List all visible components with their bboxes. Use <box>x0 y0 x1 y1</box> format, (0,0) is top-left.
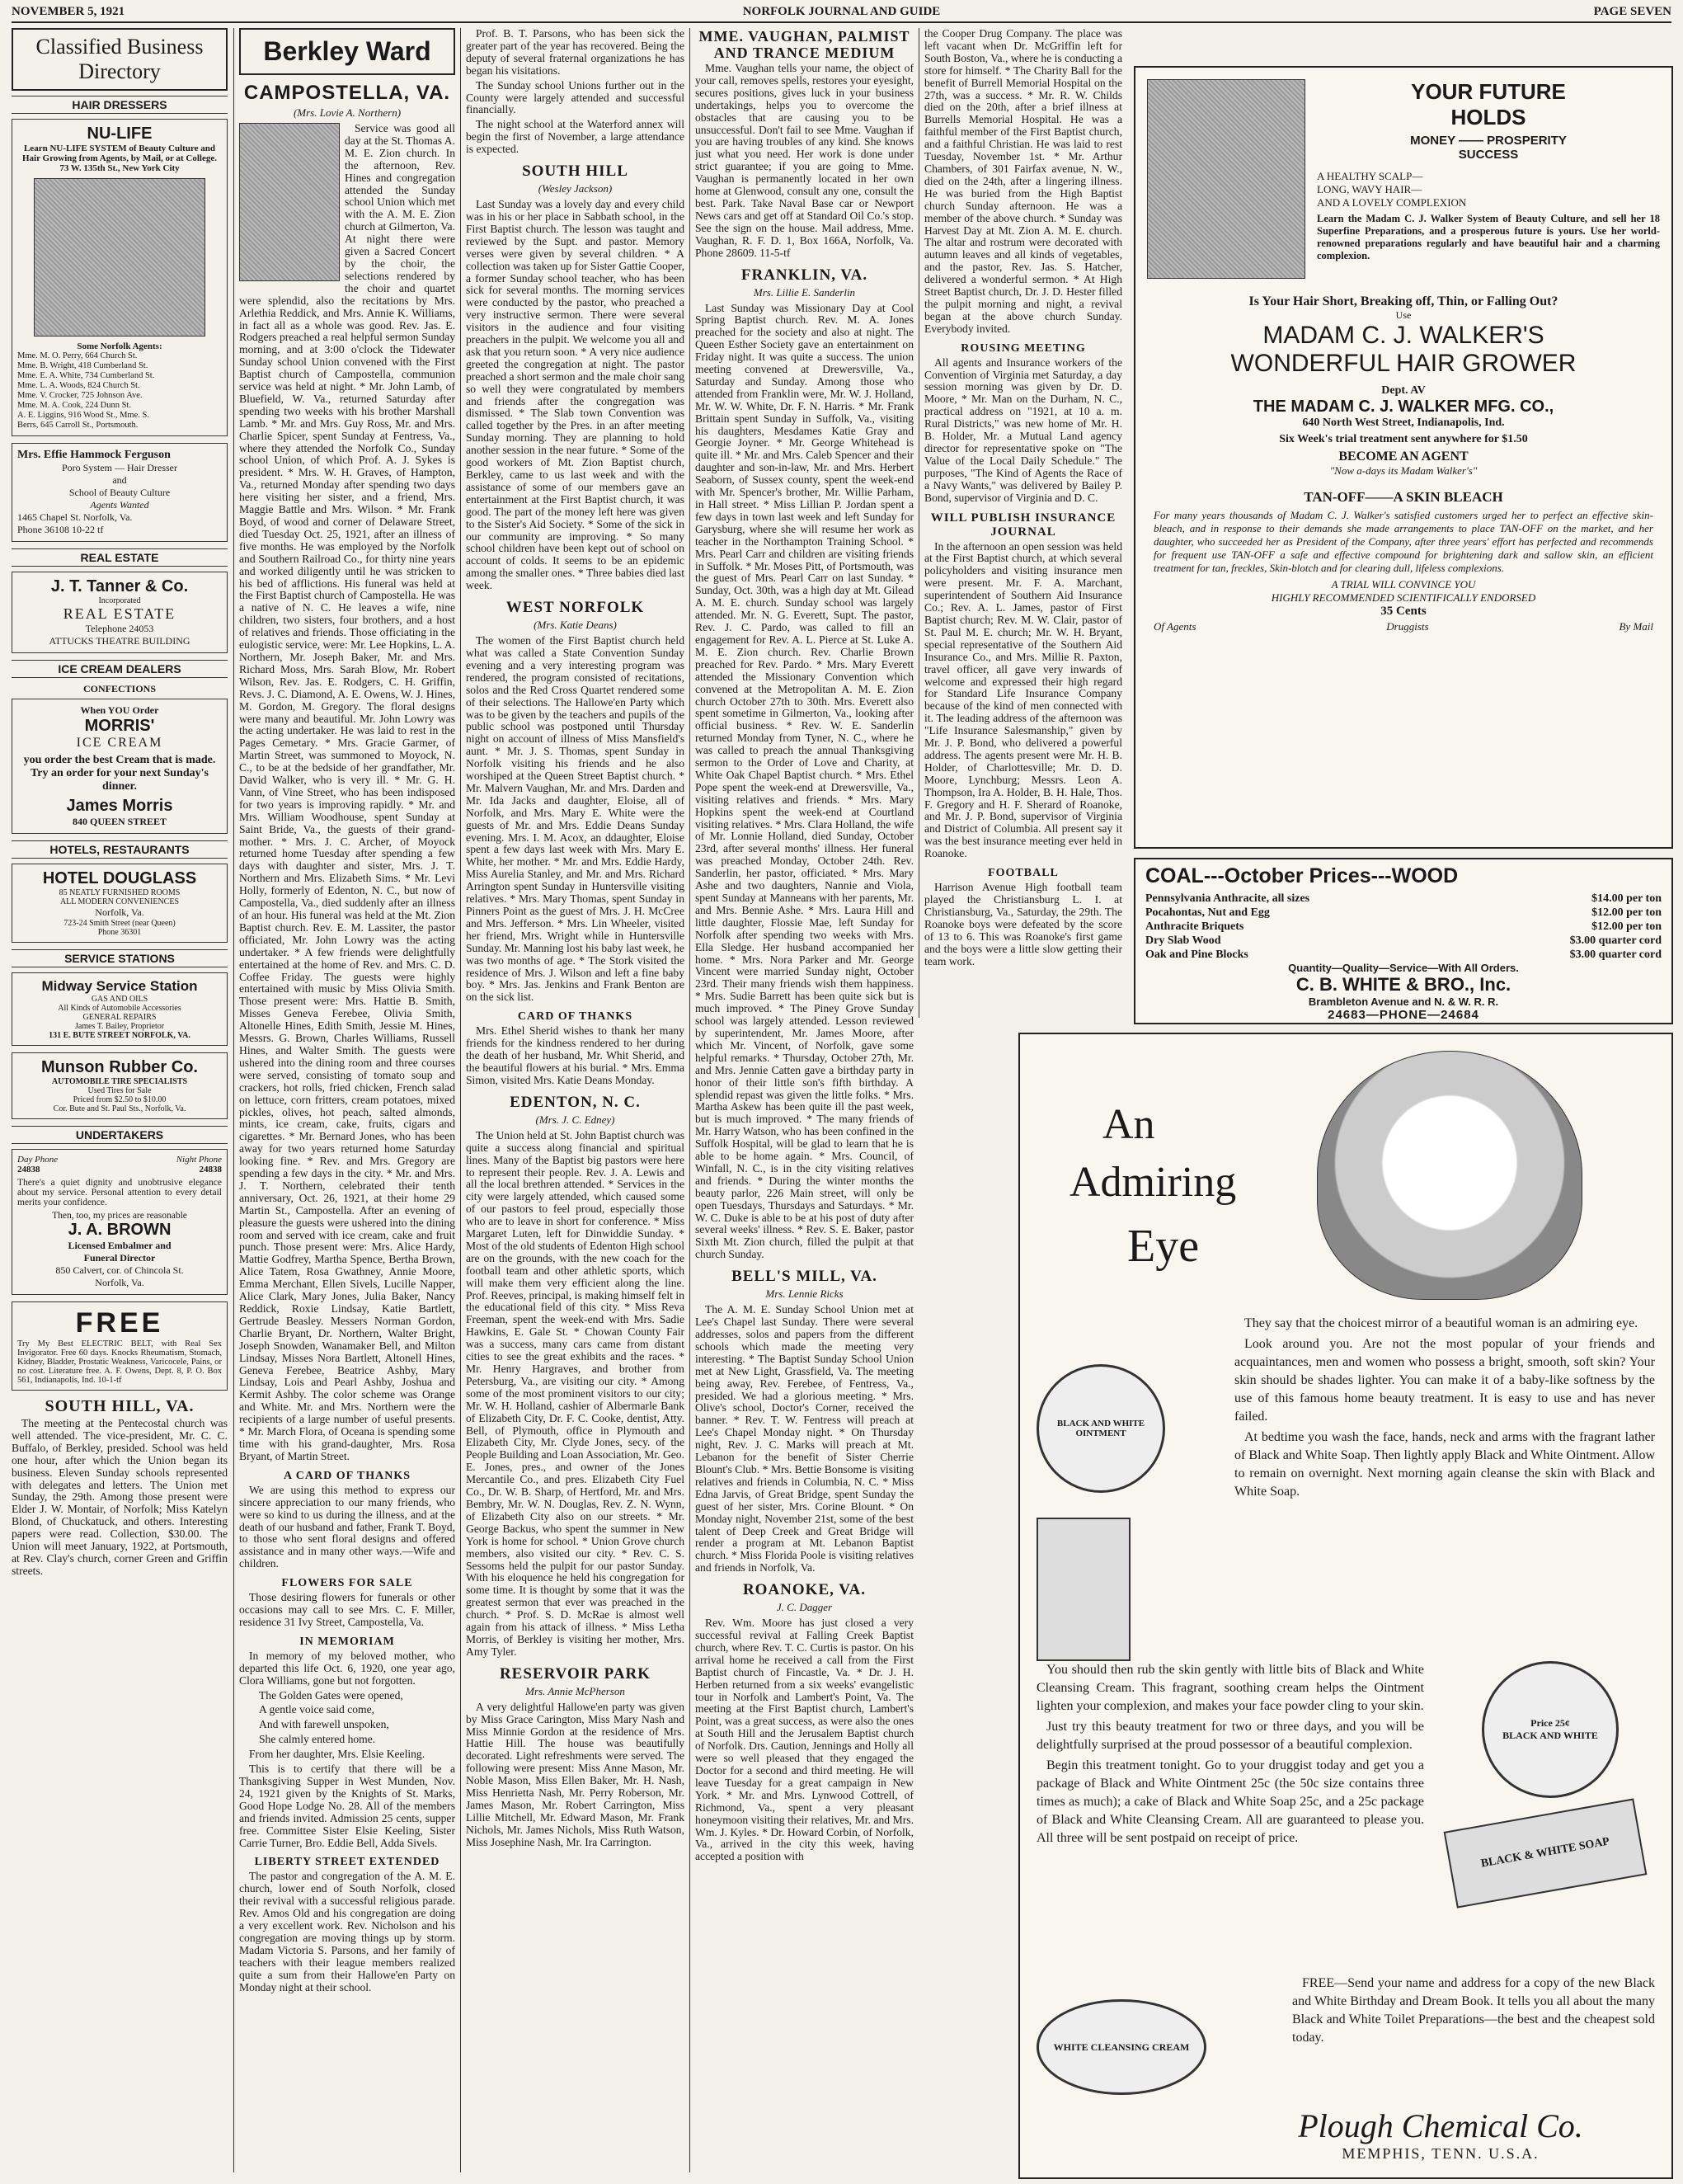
douglass-line: Phone 36301 <box>97 928 142 937</box>
tanner-line: Incorporated <box>98 596 141 605</box>
nu-life-agent: Mme. V. Crocker, 725 Johnson Ave. <box>17 391 143 400</box>
brown-line: Licensed Embalmer and <box>68 1240 172 1251</box>
coal-item: Anthracite Briquets <box>1145 920 1244 933</box>
tanner-ad <box>12 572 228 653</box>
ointment-box <box>1037 1518 1131 1661</box>
union-text: The Sunday school Unions further out in the County were largely attended and successful financially. <box>466 78 684 116</box>
will-publish-title: WILL PUBLISH INSURANCE JOURNAL <box>930 511 1117 539</box>
morris-line: 840 QUEEN STREET <box>72 816 167 827</box>
tanner-line: REAL ESTATE <box>63 605 176 622</box>
nu-life-agent: Mme. E. A. White, 734 Cumberland St. <box>17 371 155 380</box>
news-column-3 <box>466 28 684 2172</box>
campostella-portrait <box>239 123 340 281</box>
campostella-title: CAMPOSTELLA, VA. <box>243 82 451 104</box>
tanoff-agents: Of Agents <box>1154 620 1196 633</box>
coal-tagline: Quantity—Quality—Service—With All Orders. <box>1288 962 1519 974</box>
tanoff-body: For many years thousands of Madam C. J. Walker's satisfied customers urged her to perfect an effective skin-bleach, and in response to their demands she made arrangements to place TAN-OFF on the market, and her daughter, who succeeded her as President of the Company, after three years' effort has perfected and recommends for frequent use TAN-OFF a safe and effective compound for brightening dark and sallow skin, an efficient treatment for tan, freckles, Skin-blotch and for clearing dull, lifeless complexions. <box>1154 509 1653 574</box>
nu-life-agent: Mme. L. A. Woods, 824 Church St. <box>17 381 140 390</box>
free-title: FREE <box>75 1307 164 1339</box>
column-rule <box>689 28 690 2172</box>
douglass-line: Norfolk, Va. <box>95 906 144 918</box>
coal-item: Dry Slab Wood <box>1145 934 1221 947</box>
coal-address: Brambleton Avenue and N. & W. R. R. <box>1308 996 1499 1008</box>
night-phone-label: Night Phone <box>176 1155 222 1165</box>
memoriam-title: IN MEMORIAM <box>299 1635 395 1648</box>
icecream-category: ICE CREAM DEALERS <box>12 660 228 678</box>
coal-price: $3.00 quarter cord <box>1569 948 1662 961</box>
campostella-byline: (Mrs. Lovie A. Northern) <box>293 106 402 119</box>
masthead-date: NOVEMBER 5, 1921 <box>12 5 125 18</box>
thanks-text: We are using this method to express our sincere appreciation to our many friends, who were so kind to us during the illness, and at the death of our husband and father, Frank T. Boyd, to those who sent floral designs and offered assistance and in many other ways.—Wife and children. <box>239 1483 455 1570</box>
nu-life-agent: Mme. B. Wright, 418 Cumberland St. <box>17 361 148 370</box>
morris-ad <box>12 699 228 834</box>
coal-phone: 24683—PHONE—24684 <box>1328 1008 1479 1022</box>
tanoff-druggists: Druggists <box>1386 620 1429 633</box>
brown-name: J. A. BROWN <box>68 1221 172 1239</box>
plough-woman-illustration <box>1317 1051 1582 1300</box>
nu-life-agents-title: Some Norfolk Agents: <box>77 341 162 351</box>
coal-item: Pennsylvania Anthracite, all sizes <box>1145 892 1310 905</box>
walker-trial: Six Week's trial treatment sent anywhere for $1.50 <box>1279 433 1528 445</box>
ferguson-line: Agents Wanted <box>90 499 149 511</box>
tanner-name: J. T. Tanner & Co. <box>50 577 189 595</box>
nu-life-ad <box>12 119 228 436</box>
southhill-title: SOUTH HILL <box>522 162 628 181</box>
memoriam-line: In memory of my beloved mother, who departed this life Oct. 6, 1920, one year ago, Clora Williams, gone but not forgotten. <box>239 1649 455 1687</box>
walker-product-2: WONDERFUL HAIR GROWER <box>1230 350 1577 377</box>
memoriam-line: And with farewell unspoken, <box>259 1718 389 1731</box>
ointment-tin <box>1037 1364 1165 1493</box>
berkley-column <box>239 28 455 2172</box>
plough-p2: Look around you. Are not the most popular of your friends and acquaintances, men and women who possess a bright, smooth, soft skin? Your skin should be shades lighter. You can make it of a baby-like softness by the use of this famous home beauty treatment. It is easy to use and has never failed. <box>1234 1337 1655 1424</box>
ferguson-line: and <box>112 474 127 486</box>
plough-packages-right <box>1449 1661 1655 1892</box>
douglass-line: ALL MODERN CONVENIENCES <box>59 897 180 906</box>
plough-free-text: FREE—Send your name and address for a copy of the new Black and White Birthday and Dream Book. It tells you all about the many Black and White Toilet Preparations—the best and the cheapest sold today. <box>1292 1976 1655 2045</box>
westnorfolk-byline: (Mrs. Katie Deans) <box>534 619 617 632</box>
morris-owner: James Morris <box>66 797 173 815</box>
tanner-line: ATTUCKS THEATRE BUILDING <box>49 635 190 647</box>
price-tin <box>1482 1661 1619 1798</box>
coal-price-row <box>1145 948 1662 962</box>
nu-life-agents <box>17 351 222 431</box>
roanoke-text: Rev. Wm. Moore has just closed a very successful revival at Falling Creek Baptist church, where Rev. T. C. Curtis is pastor. On his arrival home he received a call from the First Baptist church of Fincastle, Va. * Dr. J. H. Herben returned from a six weeks' evangelistic tour in Norfolk and Lambert's Point, Va. The meeting at the First Baptist church, Lambert's Point, was a great success, as were also the ones at South Hill and the Jerusalem Baptist church of Norfolk. Drs. Caution, Jennings and Holly all were so well pleased that they engaged the Doctor for a second and third meeting. He will leave Tuesday for a great campaign in New York. * Mr. and Mrs. Lynwood Cottrell, of Richmond, Va., spent a very pleasant honeymoon visiting their relatives, Mr. and Mrs. Wm. J. Kyles. * Dr. Howard Corbin, of Norfolk, Va., arrived in the city this week, having accepted a position with <box>695 1617 914 1863</box>
franklin-byline: Mrs. Lillie E. Sanderlin <box>753 285 856 299</box>
franklin-text: Last Sunday was Missionary Day at Cool Spring Baptist church. Rev. M. A. Jones preached for the society and also at night. The Queen Esther Society gave an entertainment on Friday night. It was quite a success. The union meeting convened at Drewersville, Va., Saturday and Sunday. Among those who attended from Franklin were, Mr. W. J. Holland, Mr. W. W. White, Dr. F. N. Harris. * Mr. Frank Brittain spent Sunday in Suffolk, Va., visiting his daughters, Mesdames Katie Gray and Georgie Joyner. * Mr. George Whitehead is quite ill. * Mr. and Mrs. Caleb Spencer and their daughter and son-in-law, Mr. and Mrs. Herbert Seaborn, of Sussex county, spent the week-end with Mr. Spencer's brother, Mr. Willie Parham, in Hall street. * Miss Lillian P. Jordan spent a few days in town last week and left Sunday for Garysburg, where she will resume her work as teacher in the Northampton Training School. * Mrs. Pearl Carr and children are visiting friends in Suffolk. * Mr. Moses Pitt, of Portsmouth, was the guest of Mrs. Pearl Carr on last Sunday. * Sunday, Oct. 30th, was a high day at Mt. Gilead A. M. E. church. Sunday school was largely attended. Mr. N. G. Everett, Supt. The pastor, Rev. J. C. Pardo, was called to fill an engagement for Rev. A. L. Pierce at St. Luke A. M. E. Zion church. Rev. Charlie Brown preached for Rev. Pardo. * Mrs. Mary Everett attended the Missionary Convention which convened at the Metropolitan A. M. E. Zion church October 27th to 30th. Mrs. Everett also spent sometime in Gilmerton, Va., looking after official business. * Rev. W. E. Sanderlin returned Monday from Tyner, N. C., where he was called to preach the annual Thanksgiving sermon to the Order of Love and Charity, at White Oak Chapel Baptist church. * Mrs. Ethel Pope spent the week-end at Drewersville, Va., visiting relatives and friends. * Mrs. Mary Hopkins spent the week-end at Courtland visiting relatives. * Mrs. Clara Holland, the wife of Mr. Lonnie Holland, died Sunday, October 23rd, after several months' illness. Her funeral was preached Monday, October 24th. Rev. Sanderlin, her pastor, officiated. * Mrs. Mary Ashe and two daughters, Nannie and Viola, spent Sunday at Manneans with her parents, Mr. and Mrs. Bennie Ashe. * Mrs. Laura Hill and little daughter, Flossie Mae, left Sunday for Norfolk after spending two weeks with Mrs. Ella Sledge. Her husband accompanied her home. * Mrs. Nora Parker and Mr. George Vincent were married Sunday night, October 23rd. Their many friends wish them happiness. * Mrs. Sudie Barrett has been quite sick but is much improved. * The Piney Grove Sunday school was largely attended. Lesson reviewed by superintendent, Mr. James Moore, after which Mr. Vincent, of Norfolk, gave some helpful remarks. * Thursday, October 27th, Mr. and Mrs. Jennie Catten gave a birthday party in honor of their little son's fifth birthday. A splendid repast was given the little folks. * Mrs. Martha Askew has been quite ill the past week, but is much improved. * The many friends of Mr. Harry Watson, who has been confined in the Suffolk Hospital, will be glad to learn that he is able to be home again. * Mrs. Council, of Winfall, N. C., is in the city visiting relatives and friends. * During the winter months the beauty parlor, 226 Main street, will only be open Tuesdays, Thursdays and Saturdays. * Mr. W. C. Duke is able to be at his post of duty after several weeks' illness. * Rev. S. E. Baker, pastor Sixth Mt. Zion church, filled the pulpit at that church Sunday. <box>695 301 914 1261</box>
parsons-text: Prof. B. T. Parsons, who has been sick the greater part of the year has recovered. Being the deputy of several fraternal organizations he has began his visitations. <box>466 28 684 77</box>
edenton-title: EDENTON, N. C. <box>510 1093 641 1111</box>
directory-title: Classified Business Directory <box>12 28 228 91</box>
tin-price: Price 25¢ <box>1530 1717 1570 1729</box>
westnorfolk-text: The women of the First Baptist church held what was called a State Convention Sunday evening and a very interesting program was rendered, the program consisted of recitations, solos and the Red Cross Quartet rendered some of their selections. The Hallowe'en Party which was to be given by the teachers and pupils of the public school was postponed until Thursday night on account of illness of Miss Mansfield's aunt. * Mr. J. S. Thomas, spent Sunday in Norfolk visiting his friends and he also worshiped at the Queen Street Baptist church. * Mr. Malvern Vaughan, Mr. and Mrs. Darden and Mr. Ida Jacks and daughter, Eloise, all of Norfolk, and Mrs. Mary E. White were the guests of Mr. and Mrs. Eddie Deans Sunday evening. Mrs. I. M. Acox, an ddaughter, Eloise spent a few days last week with Mrs. Mary E. White, her mother. * Mr. and Mrs. Eddie Hardy, Miss Aurelia Stanley, and Mr. and Mrs. Richard Arrington spent Sunday in Huntersville visiting relatives. * Mrs. Mary Thomas, spent Sunday in Pinners Point as the guest of Mrs. J. H. McCree and Mrs. Jefferson. * Mrs. Lin Wheeler, visited her friend, Mrs. Wright while in Huntersville Sunday. Mr. Manning lost his baby last week, he was two months of age. * The Stork visited the residence of Mrs. J. Wilson and left a fine baby boy. * Mrs. Jas. Jenkins and Frank Benton are on the sick list. <box>466 634 684 1004</box>
coal-company: C. B. WHITE & BRO., Inc. <box>1295 974 1511 995</box>
morris-line: you order the best Cream that is made. Try an order for your next Sunday's dinner. <box>23 754 216 793</box>
plough-p3: At bedtime you wash the face, hands, neck and arms with the fragrant lather of Black and White Soap. Then lightly apply Black and White Ointment. Allow to remain on overnight. Next morning again cleanse the skin with Black and White Soap. <box>1234 1430 1655 1499</box>
walker-h3: MONEY —— PROSPERITY <box>1410 134 1567 148</box>
coal-ad <box>1134 858 1673 1024</box>
tanoff-price: 35 Cents <box>1380 605 1427 618</box>
coal-price: $14.00 per ton <box>1591 892 1662 905</box>
tanoff-title: TAN-OFF——A SKIN BLEACH <box>1304 489 1503 505</box>
coal-price: $12.00 per ton <box>1591 920 1662 933</box>
plough-p6: Begin this treatment tonight. Go to your druggist today and get you a package of Black and White Ointment 25c (the 50c size contains three times as much); a cake of Black and White Soap 25c, and a 25c package of Black and White Cleansing Cream. All are guaranteed to please you. All three will be sent postpaid on receipt of price. <box>1037 1758 1424 1845</box>
realestate-category: REAL ESTATE <box>12 548 228 567</box>
nu-life-line1: Learn NU-LIFE SYSTEM of Beauty Culture and Hair Growing from Agents, by Mail, or at College. <box>22 144 217 163</box>
masthead-page: PAGE SEVEN <box>1593 5 1671 18</box>
memoriam-line: The Golden Gates were opened, <box>259 1688 403 1702</box>
hotels-category: HOTELS, RESTAURANTS <box>12 840 228 859</box>
memoriam-line: A gentle voice said come, <box>259 1703 375 1716</box>
munson-name: Munson Rubber Co. <box>41 1058 198 1076</box>
ferguson-line: School of Beauty Culture <box>68 487 171 498</box>
nu-life-name: NU-LIFE <box>87 125 153 143</box>
southhill-va-text: The meeting at the Pentecostal church was well attended. The vice-president, Mr. C. C. Buffalo, of Berkley, presided. School was held one hour, after which the Union began its business. Eleven Sunday schools represented with delegates and letters. The Union met Sunday, the 29th. Among those present were Elder J. W. Montair, of Norfolk; Miss Katelyn Blond, of Chuckatuck, and others. Interesting papers were read. Collection, $30.00. The Union will meet January, 1922, at Portsmouth, at Rev. Clay's church, corner Green and Griffin streets. <box>12 1417 228 1577</box>
bellsmill-text: The A. M. E. Sunday School Union met at Lee's Chapel last Sunday. There were several addresses, solos and papers from the different schools which made the meeting very interesting. * The Baptist Sunday School Union met at New Light, Grassfield, Va. The meeting being away, Rev. Ferebee, of Fentress, Va., presided. We had a glorious meeting. * Mrs. Olive's school, Doctor's Corner, received the banner. * Rev. T. W. Fentress will preach at Lee's Chapel Monday night. * On Thursday night, Rev. J. C. Marks will preach at Mt. Lebanon for the benefit of Sister Cherrie Blount's Club. * Mrs. Bettie Bonsome is visiting relatives and friends in Columbia, N. C. * Miss Edna Jarvis, of Great Bridge, spent Sunday the guest of her sister, Mrs. Corine Blount. * On Monday night, November 21st, some of the best talent of Deep Creek and Great Bridge will render a program at Mt. Lebanon Baptist church. * Miss Florida Poole is visiting relatives and friends in Norfolk, Va. <box>695 1303 914 1574</box>
masthead-paper: NORFOLK JOURNAL AND GUIDE <box>742 5 941 18</box>
nu-life-agent: A. E. Liggins, 916 Wood St., Mme. S. <box>17 411 149 420</box>
munson-ad <box>12 1052 228 1119</box>
rousing-text: All agents and Insurance workers of the Convention of Virginia met Saturday, a day session morning was given by Dr. D. Moore, * Mr. Man on the Durham, N. C., practical address on "1921, at 10 a. m. Rural Districts," was new home of Mr. H. B. Holder, Mr. a Mutual Land agency director for representative spoke on "The Value of the Local Daily Schedule." The purposes, "The Kind of Agents the Race of a Navy Wants," was delivered by Bailey P. Bond, supervisor of Virginia and D. C. <box>924 355 1122 504</box>
coal-item: Oak and Pine Blocks <box>1145 948 1248 961</box>
liberty-text: The pastor and congregation of the A. M. E. church, lower end of South Norfolk, closed their revival with a successful religious parade. Rev. Amos Old and his congregation are doing a very excellent work. Rev. Nicholson and his congregation are moving things up by storm. Madam Victoria S. Parsons, and her family of teachers with their league members realized quite a sum from their Hallowe'en Party on Monday night at their school. <box>239 1870 455 1993</box>
midway-line: James T. Bailey, Proprietor <box>74 1022 165 1031</box>
ointment-brand: BLACK AND WHITE <box>1056 1419 1145 1429</box>
brown-text: There's a quiet dignity and unobtrusive elegance about my service. Personal attention to every detail merits your confidence. <box>17 1178 222 1207</box>
tanoff-recommend: HIGHLY RECOMMENDED SCIENTIFICALLY ENDORSED <box>1271 591 1536 604</box>
flowers-text: Those desiring flowers for funerals or other occasions may call to see Mrs. C. F. Miller, residence 31 Ivy Street, Campostella, Va. <box>239 1591 455 1628</box>
day-phone: 24838 <box>17 1165 40 1174</box>
walker-s2: LONG, WAVY HAIR— <box>1317 183 1422 195</box>
plough-ad <box>1018 1033 1673 2179</box>
masthead <box>12 3 1671 23</box>
brown-line: Norfolk, Va. <box>95 1277 144 1288</box>
liberty-title: LIBERTY STREET EXTENDED <box>254 1856 440 1869</box>
coal-item: Pocahontas, Nut and Egg <box>1145 906 1270 919</box>
column-rule <box>460 28 461 2172</box>
directory-column <box>12 28 228 2172</box>
walker-s3: AND A LOVELY COMPLEXION <box>1317 196 1467 209</box>
plough-free-offer <box>1292 1975 1655 2050</box>
plough-p1: They say that the choicest mirror of a beautiful woman is an admiring eye. <box>1244 1316 1638 1330</box>
soap-box: BLACK & WHITE SOAP <box>1444 1798 1648 1908</box>
night-phone: 24838 <box>199 1165 222 1174</box>
plough-p4: You should then rub the skin gently with little bits of Black and White Cleansing Cream. This fragrant, soothing cream helps the Ointment lighten your complexion, and makes your face powder cling to your skin. <box>1037 1663 1424 1713</box>
southhill-text: Last Sunday was a lovely day and every child was in his or her place in Sabbath school, in the First Baptist church. The lesson was taught and reviewed by the Supt. and pastor. Memory verses were given by several children. * A collection was taken up for Sister Gattie Cooper, a former Sunday school teacher, who has been sick for several months. The morning services were conducted by the pastor, who preached a very instructive sermon. There were several visitors in the audience and four visiting preachers in the pulpit. We welcome you all and ask that you return soon. * A very nice audience greeted the congregation at night. The pastor preached a short sermon and the male choir sang so well they were congratulated by members and friends after the congregation was dismissed. * The Slab town Convention was called together by the Pres. in an after meeting Sunday morning. They are planning to hold another session in the near future. * Some of the good workers of Mt. Zion Baptist church, Berkley, came to us last week and with the assistance of some of our members gave an entertainment at the First Baptist church, it was good. The part of the money left here was given to the Sister's Aid Society. * Some of the sick in our community are improving. * So many school children have been kept out of school on account of colds. It seems to be an epidemic among the smaller ones. * Three babies died last week. <box>466 198 684 592</box>
douglass-name: HOTEL DOUGLASS <box>42 869 197 887</box>
brown-phone-numbers <box>17 1165 222 1174</box>
undertakers-category: UNDERTAKERS <box>12 1126 228 1144</box>
morris-line: ICE CREAM <box>76 736 163 750</box>
will-publish-text: In the afternoon an open session was held at the First Baptist church, at which several policyholders and visiting insurance men were present. Mr. F. A. Marchant, superintendent of Southern Aid Insurance Co.; Rev. A. L. James, pastor of First Baptist church; Rev. M. W. Clair, pastor of St. Paul M. E. church; Mr. W. H. Bryant, special representative of the Southern Aid Insurance Co., and Mrs. Millie R. Paxton, travel officer, all gave very inwards of welcome and expressed their high regard for Standard Life Insurance Company because of the kind of men connected with it. The leading address of the afternoon was "Life Insurance Salesmanship," given by Mr. J. P. Bond, who delivered a powerful address. The agents present were Mr. H. B. Holder, of Charlottesville; Mr. D. D. Moore, Lynchburg; Messrs. Leon A. Thompson, Ira A. Holder, B. H. Hale, Thos. F. Gregory and H. F. Sherard of Roanoke, and Mr. J. P. Bond, supervisor of Virginia and District of Columbia. All present say it was the best insurance meeting ever held in Roanoke. <box>924 539 1122 860</box>
thanks-title: A CARD OF THANKS <box>283 1469 411 1482</box>
walker-h1: YOUR FUTURE <box>1411 79 1566 104</box>
memoriam-line: She calmly entered home. <box>259 1733 376 1746</box>
rousing-title: ROUSING MEETING <box>961 341 1086 355</box>
walker-product <box>1147 294 1660 635</box>
walker-h2: HOLDS <box>1450 105 1526 129</box>
football-text: Harrison Avenue High football team played the Christiansburg L. I. at Christiansburg, Va., Saturday, the 29th. The Roanoke boys were defeated by the score of 13 to 6. This was Roanoke's first game and the boys were a little slow getting their team work. <box>924 881 1122 967</box>
midway-line: 131 E. BUTE STREET NORFOLK, VA. <box>49 1031 190 1040</box>
day-phone-label: Day Phone <box>17 1155 59 1165</box>
midway-ad <box>12 972 228 1046</box>
munson-line: Priced from $2.50 to $10.00 <box>73 1095 167 1104</box>
tanoff-mail: By Mail <box>1619 620 1653 633</box>
vaughan-text: Mme. Vaughan tells your name, the object of your call, removes spells, restores your eyesight, secures positions, gives luck in your business undertakings, helps you to overcome the obstacles that are causing you to be unsuccessful. Don't fail to see Mme. Vaughan if you are having troubles of any kind. She knows just what you need. Her work is done under strict guarantee; if you are going to Mme. Vaughan is permanently located in her own home at Glenwood, consult any one, consult the best. Park. Take Naval Base car or Newport News cars and get off at Standard Oil Co.'s stop. See the sign on the house. Mail address, Mme. Vaughan, R. F. D. 1, Box 166A, Norfolk, Va. Phone 28609. 11-5-tf <box>695 62 914 259</box>
nu-life-agent: Mme. M. A. Cook, 224 Dunn St. <box>17 401 131 410</box>
edenton-text: The Union held at St. John Baptist church was quite a success along financial and spiritual lines. Many of the Baptist big pastors were here to represent their people. Rev. J. A. Lewis and all the local brethren attended. * Services in the city were largely attended, which caused some of our pastors to feel proud, especially those who are to leave in short for conference. * Miss Margaret Luten, left for Dinwiddie Sunday. * Most of the old students of Edenton High school are on the grounds, with the new coach for the football team and other athletic sports, which will make them very efficient along the line. Prof. Reeves, principal, is making himself felt in the educational field of this city. * Miss Reva Freeman, spent the week-end with Mrs. Sadie Hawkins, E. Gale St. * Chowan County Fair was a success, many cars came from distant cities to see the great exhibits and the races. * Mr. Henry Hargraves, and brother from Petersburg, Va., are visiting our city. * Among some of the most prominent visitors to our city; Mr. W. H. Holland, cashier of Albermarle Bank of Elizabeth City, Dr. F. C. Cooke, dentist, Atty. Bell, of Plymouth, office in Plymouth and Elizabeth City, Mr. Clyde Jones, secy. of the People Building and Loan Association, Mr. Geo. E. Jones, pres., and owner of the Jones Mercantile Co., and pres. Elizabeth City Fuel Co., Dr. W. B. Sharp, of Hertford, Mr. and Mrs. Bembry, Mr. W. N. Douglas, Rev. Z. N. Wynn, of Elizabeth City also on our streets. * Mr. George Backus, who spent the summer in New York is home for school. * Union Grove church members, also visited our city. * Rev. C. S. Sessoms held the pulpit for our pastor Sunday. With his eloquence he held his congregation for some time. It is thought by some that it was the greatest sermon that ever was preached in the church. * Prof. S. D. McRae is almost well again from his attack of illness. * Miss Letha Morris, of Berkley is visiting her mother, Mrs. Amy Tyler. <box>466 1128 684 1658</box>
midway-name: Midway Service Station <box>41 978 198 994</box>
vaughan-title: MME. VAUGHAN, PALMIST AND TRANCE MEDIUM <box>698 28 910 61</box>
tanoff-footer <box>1154 620 1653 633</box>
walker-ad <box>1134 66 1673 849</box>
news-column-5 <box>924 28 1122 1001</box>
waterford-text: The night school at the Waterford annex will begin the first of November, a large attendance is expected. <box>466 118 684 156</box>
coal-price-row <box>1145 934 1662 948</box>
walker-portrait <box>1147 79 1305 279</box>
card-thanks-title: CARD OF THANKS <box>517 1010 633 1024</box>
coal-title: COAL---October Prices---WOOD <box>1145 864 1459 887</box>
ferguson-name: Mrs. Effie Hammock Ferguson <box>17 449 171 461</box>
flowers-title: FLOWERS FOR SALE <box>281 1577 413 1590</box>
card-thanks-text: Mrs. Ethel Sherid wishes to thank her many friends for the kindness rendered to her during the death of her husband, Mr. Whit Sherid, and the beautiful flowers at his burial. * Mrs. Emma Simon, visited Mrs. Katie Deans Monday. <box>466 1024 684 1086</box>
campostella-text: Service was good all day at the St. Thomas A. M. E. Zion church. In the afternoon, Rev. Hines and congregation attended the Sunday school Union which met with the A. M. E. Zion church at Gilmerton, Va. At night there were given a Sacred Concert by the choir, the selections rendered by the choir and quartet were splendid, also the recitations by Mrs. Arlethia Reddick, and Mrs. Annie K. Williams, in fact all as a whole was good. Rev. Jas. E. Rodgers preached a real helpful sermon Sunday morning, and at 3:00 o'clock the Tidewater Sunday school Union convened with the First Baptist church of Campostella, communion service was held at night. * Mr. John Lamb, of Bluefield, W. Va., returned Saturday after spending two weeks with his brother Marshall Lamb. * Mr. and Mrs. Guy Ross, Mr. and Mrs. Charlie Spicer, spent Sunday at Fentress, Va., where they attended the Norfolk Co., Sunday school Union, of which Prof. A. J. Sykes is president. * Mrs. W. H. Graves, of Hampton, Va., returned Monday after spending two days here visiting her sister, and a friend, Mrs. Maggie Battle and Mrs. Wilson. * Mr. Frank Boyd, of wood and corner of Delaware Street, died Tuesday Oct. 25, 1921, after an illness of five months. He was employed by the Norfolk and Southern Railroad Co., for thirty nine years and worked diligently until he was stricken to his bed of afflictions. His funeral was held at the First Baptist church of Campostella. He was a native of N. C. He leaves a wife, nine children, two sisters, four brothers, and a host of relatives and friends. Those officiating in the eulogistic service, were: Mr. Lee Hopkins, L. A. Northern, Mr. Joseph Baker, Mr. and Mrs. Richard Moss, Mrs. Sarah Blow, Mr. Robert Wilson, Rev. Jas. E. Rodgers, C. H. Griffin, Revs. J. C. Diamond, A. E. Owens, W. J. Hines, M. Gordon, M. Gregory. The floral designs were many and beautiful. Mr. John Lowry was the acting undertaker. He was laid to rest in the Pages Cemetary. * Mrs. Gracie Garmer, of Martin Street, was summoned to Moyock, N. C., to be at the bedside of her grandfather, Mr. David Walker, who is very ill. * Mr. G. H. Vann, of Vine Street, who has been indisposed for two years is improving rapidly. * Mr. and Mrs. William Woodhouse, spent Sunday at Saint Bride, Va., the guests of their grand-mother. * Mrs. J. C. Archer, of Moyock returned home Tuesday after spending a few days with daughter and sister, Mrs. J. T. Northern and Mrs. Elizabeth Sims. * Mr. Levi Holly, formerly of Edenton, N. C., but now of Campostella, Va., died suddenly after an illness of an hour. His funeral was held at the Mt. Zion Baptist church. Rev. E. M. Lassiter, the pastor officiated, Mr. John Lowry was the acting undertaker. * A few friends were delightfully entertained at the home of Rev. and Mrs. C. D. Coffee Friday. The guests were highly entertained with music by Miss Olivia Smith. Those present were: Mrs. Hattie B. Smith, Misses Geneva Ferebee, Olivia Smith, Altonelle Hines, Edith Smith, Jessie M. Hines, Messrs. G. Brown, Charles Williams, Russell Hines, and Walter Smith. The guests were ushered into the dining room and three courses were served, consisting of tomato soup and crackers, hot rolls, fried chicken, French salad on lettuce, corn fritters, cream potatoes, mixed pickles, olives, hot peach, salted almonds, mints, ice cream, cake, fruits, cigars and cigarettes. * Mr. Bernard Jones, who has been away for two years returned home Saturday looking fine. * Rev. and Mrs. Gregory are spending a few days in the city. * Mr. and Mrs. J. T. Northern, celebrated their tenth anniversary, Oct. 26, 1921, at their home 29 Martin St., Campostella. After an evening of pleasure the guests were ushered into the dining room and served with ice cream, cake and fruit punch. Those present were: Mrs. Alice Hardy, Mattie Godfrey, Martha Spence, Bertha Brown, Alice Tatem, Rosa Gwathney, Annie Moore, Emma Merchant, Ellen Sivels, Lucille Napper, Alice Clark, Mary Jones, Julia Baker, Nancy Reddick, Roxie Lindsay, Katie Bartlett, Gertrude Beasley. Messers Norman Gordon, Charlie Bryant, Dr. Northern, Walter Bright, Joseph Snowden, Wanamaker Bell, and Milton Lindsay, Misses Nora Bartlett, Altonell Hines, Geneva Ferebee, Beatrice Ashby, Mary Lindsay, Lois and Pearl Ashby, Joshua and Kermit Ashby. The color scheme was Orange and White. Mr. and Mrs. Northern were the recipients of a large number of useful presents. * Mr. March Flora, of Oceana is spending some time with his grand-daughter, Mrs. Rosa Bryant, of Martin Street. <box>239 122 455 1462</box>
coal-price: $3.00 quarter cord <box>1569 934 1662 947</box>
bellsmill-title: BELL'S MILL, VA. <box>731 1268 877 1286</box>
coal-price-row <box>1145 892 1662 906</box>
roanoke-byline: J. C. Dagger <box>776 1601 833 1614</box>
brown-phones <box>17 1155 222 1165</box>
plough-title-3: Eye <box>1127 1221 1200 1272</box>
douglass-ad <box>12 864 228 943</box>
plough-title-1: An <box>1102 1101 1155 1148</box>
nu-life-agent: Berrs, 645 Carroll St., Portsmouth. <box>17 421 139 430</box>
column-rule <box>233 28 234 2172</box>
southhill-va-title: SOUTH HILL, VA. <box>45 1397 195 1415</box>
nu-life-agent: Mme. M. O. Perry, 664 Church St. <box>17 351 138 360</box>
reservoir-byline: Mrs. Annie McPherson <box>525 1684 625 1697</box>
ferguson-line: 1465 Chapel St. Norfolk, Va. <box>17 511 133 523</box>
coal-price-row <box>1145 906 1662 920</box>
plough-packages-left <box>1037 1364 1201 1661</box>
walker-body: Learn the Madam C. J. Walker System of Beauty Culture, and sell her 18 Superfine Preparations, and a prosperous future is yours. Use her world-renowned preparations regularly and have beautiful hair and a charming complexion. <box>1317 213 1660 261</box>
brown-line: Funeral Director <box>83 1252 156 1264</box>
football-title: FOOTBALL <box>988 867 1059 880</box>
douglass-line: 723-24 Smith Street (near Queen) <box>63 919 176 928</box>
ferguson-ad <box>12 443 228 542</box>
midway-line: GAS AND OILS <box>91 995 148 1004</box>
ointment-label: OINTMENT <box>1075 1429 1126 1438</box>
walker-header <box>1317 79 1660 262</box>
brown-line: 850 Calvert, cor. of Chincola St. <box>55 1264 184 1276</box>
roanoke-continued-text: the Cooper Drug Company. The place was left vacant when Dr. McGriffin left for South Boston, Va., where he is conducting a store for himself. * The Charity Ball for the benefit of Burrell Memorial Hospital on the 27th, was a success. * Mr. R. W. Childs died on the 20th, after a brief illness at Burrells Memorial Hospital. He was a faithful member of the First Baptist church, and a faithful Christian. He was laid to rest Tuesday, November 1st. * Mr. Arthur Chambers, of 301 Fairfax avenue, N. W., died on the 24th, after a lingering illness. He was buried from the High Baptist church Sunday afternoon. He was a member of the above church. * Sunday was Harvest Day at Mt. Zion A. M. E. church. The altar and rostrum were decorated with autumn leaves and all kinds of vegetables, and the pastor, Rev. Jas. S. Hatcher, delivered a wonderful sermon. * At High Street Baptist church, Dr. J. D. Hester filled the pulpit morning and night, a revival began at the above church Sunday. Everybody invited. <box>924 28 1122 335</box>
walker-dept: Dept. AV <box>1381 384 1426 397</box>
morris-name: MORRIS' <box>84 717 155 735</box>
westnorfolk-title: WEST NORFOLK <box>505 599 645 617</box>
morris-line: When YOU Order <box>80 704 159 716</box>
coal-price-list <box>1135 892 1671 962</box>
plough-title-2: Admiring <box>1070 1159 1237 1206</box>
walker-s1: A HEALTHY SCALP— <box>1317 170 1423 182</box>
tanoff-trial: A TRIAL WILL CONVINCE YOU <box>1331 578 1476 591</box>
hair-category: HAIR DRESSERS <box>12 96 228 114</box>
douglass-line: 85 NEATLY FURNISHED ROOMS <box>59 888 181 897</box>
berkley-banner: Berkley Ward <box>239 28 455 75</box>
coal-price-row <box>1145 920 1662 934</box>
walker-address: 640 North West Street, Indianapolis, Ind. <box>1302 417 1505 429</box>
walker-use: Use <box>1395 309 1412 321</box>
icecream-sub: CONFECTIONS <box>82 683 156 694</box>
walker-company: THE MADAM C. J. WALKER MFG. CO., <box>1253 398 1554 416</box>
reservoir-title: RESERVOIR PARK <box>499 1664 651 1683</box>
munson-line: Used Tires for Sale <box>87 1086 152 1095</box>
bellsmill-byline: Mrs. Lennie Ricks <box>765 1287 844 1301</box>
free-belt-ad <box>12 1301 228 1391</box>
edenton-byline: (Mrs. J. C. Edney) <box>535 1113 615 1126</box>
brown-text: Then, too, my prices are reasonable <box>52 1211 187 1221</box>
ferguson-line: Phone 36108 10-22 tf <box>17 524 104 535</box>
walker-product-1: MADAM C. J. WALKER'S <box>1262 322 1544 349</box>
midway-line: GENERAL REPAIRS <box>82 1013 157 1022</box>
munson-line: Cor. Bute and St. Paul Sts., Norfolk, Va. <box>53 1104 186 1113</box>
nu-life-portrait <box>34 178 205 337</box>
munson-line: AUTOMOBILE TIRE SPECIALISTS <box>51 1077 188 1086</box>
tin-brand: BLACK AND WHITE <box>1502 1730 1598 1741</box>
plough-copy-2 <box>1037 1661 1424 1850</box>
cleansing-cream-jar: WHITE CLEANSING CREAM <box>1037 1999 1206 2095</box>
tanner-line: Telephone 24053 <box>85 623 154 634</box>
service-category: SERVICE STATIONS <box>12 949 228 967</box>
coal-price: $12.00 per ton <box>1591 906 1662 919</box>
plough-signature <box>1218 2106 1663 2163</box>
plough-copy <box>1234 1315 1655 1504</box>
certify-text: This is to certify that there will be a Thanksgiving Supper in West Munden, Nov. 24, 1921 given by the Knights of St. Marks, Good Hope Lodge No. 28. All of the members and friends invited. Admission 25 cents, supper free. Committee Sister Elsie Keeling, Sister Carrie Turner, Bro. Eddie Bell, Adda Sivels. <box>239 1763 455 1849</box>
memoriam-line: From her daughter, Mrs. Elsie Keeling. <box>249 1748 425 1761</box>
plough-company: Plough Chemical Co. <box>1298 2107 1583 2144</box>
walker-h4: SUCCESS <box>1458 148 1519 162</box>
ferguson-line: Poro System — Hair Dresser <box>62 462 177 473</box>
news-column-4 <box>695 28 914 2172</box>
midway-line: All Kinds of Automobile Accessories <box>58 1004 181 1013</box>
plough-p5: Just try this beauty treatment for two or three days, and you will be delightfully surprised at the proud possessor of a beautiful complexion. <box>1037 1720 1424 1752</box>
walker-slogan: "Now a-days its Madam Walker's" <box>1329 464 1478 477</box>
brown-ad <box>12 1149 228 1295</box>
franklin-title: FRANKLIN, VA. <box>740 266 868 284</box>
southhill-byline: (Wesley Jackson) <box>538 182 613 195</box>
reservoir-text: A very delightful Hallowe'en party was given by Miss Grace Carington, Miss Mary Nash and Miss Minnie Gordon at the residence of Mrs. Hattie Hill. The house was beautifully decorated. Light refreshments were served. The following were present: Miss Anne Mason, Mr. Noble Mason, Miss Ellen Baker, Mr. H. Nash, Miss Henrietta Nash, Mr. Perry Roberson, Mr. James Mason, Mr. Robert Carrington, Miss Lillie Mitchell, Mr. Edward Mason, Mr. Frank Nichols, Mr. James Nichols, Miss Ruth Watson, Miss Josephine Nash, Mr. Ira Carrington. <box>466 1700 684 1848</box>
free-text: Try My Best ELECTRIC BELT, with Real Sex Invigorator. Free 60 days. Knocks Rheumatism, Stomach, Kidney, Bladder, Prostatic Weakness, Varicocele, Pains, or no cost. Literature free. A. F. Owens, Dept. 8, P. O. Box 561, Indianapolis, Ind. 10-1-tf <box>17 1339 222 1385</box>
plough-city: MEMPHIS, TENN. U.S.A. <box>1342 2145 1540 2162</box>
walker-become-agent: BECOME AN AGENT <box>1338 450 1469 464</box>
nu-life-line2: 73 W. 135th St., New York City <box>59 163 180 173</box>
roanoke-title: ROANOKE, VA. <box>742 1581 867 1599</box>
walker-question: Is Your Hair Short, Breaking off, Thin, or Falling Out? <box>1248 294 1558 308</box>
